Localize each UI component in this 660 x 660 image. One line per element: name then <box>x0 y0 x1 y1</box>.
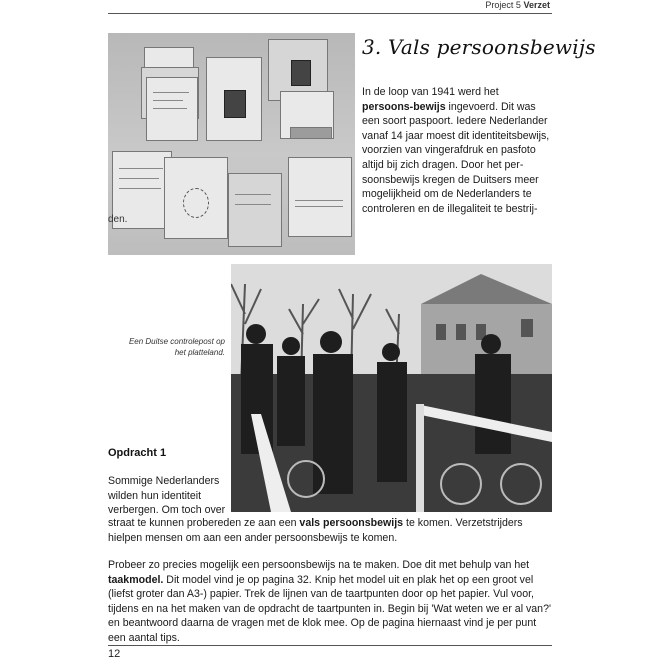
text-line <box>119 178 159 179</box>
assignment-text-part: straat te kunnen probereden ze aan een <box>108 517 300 529</box>
card-shape <box>288 157 352 237</box>
portrait-photo <box>291 60 311 86</box>
person-head <box>246 324 266 344</box>
assignment-text-part: te komen. Verzetstrijders hielpen mensen om aan een ander persoonsbewijs te komen. <box>108 517 523 544</box>
assignment-bold-term: vals persoonsbewijs <box>299 517 404 529</box>
fence-post <box>416 404 424 512</box>
instructions-paragraph <box>108 558 556 646</box>
section-title: 3. Vals persoonsbewijs <box>362 35 596 59</box>
window <box>436 324 446 340</box>
photo-text-fragment: den. <box>108 214 128 225</box>
header-title: Verzet <box>523 0 550 10</box>
assignment-paragraph <box>108 516 556 545</box>
card-shape <box>290 127 332 139</box>
person-body <box>313 354 353 494</box>
header-project: Project 5 <box>485 0 521 10</box>
person-body <box>377 362 407 482</box>
intro-text-part: ingevoerd. Dit was een soort paspoort. Iedere Nederlander vanaf 14 jaar moest dit identiteitsbewijs, voorzien van vingerafdruk en pasfoto altijd bij zich dragen. Door het per-soonsbewijs kregen de Duitsers meer mogelijkheid om de Nederlanders te controleren en de illegaliteit te bestrij- <box>362 100 550 215</box>
text-line <box>153 92 189 93</box>
assignment-line: Sommige Nederlanders <box>108 475 220 487</box>
card-shape <box>206 57 262 141</box>
text-line <box>295 206 343 207</box>
card-shape <box>146 77 198 141</box>
text-line <box>295 200 343 201</box>
intro-paragraph <box>362 85 552 216</box>
assignment-title: Opdracht 1 <box>108 447 167 459</box>
portrait-photo <box>224 90 246 118</box>
person-head <box>481 334 501 354</box>
window <box>521 319 533 337</box>
identity-cards-photo <box>108 33 355 255</box>
assignment-line: verbergen. Om toch over <box>108 504 226 517</box>
text-line <box>119 168 163 169</box>
person-body <box>475 354 511 454</box>
card-shape <box>228 173 282 247</box>
intro-text-part: In de loop van 1941 werd het <box>362 86 499 98</box>
person-body <box>277 356 305 446</box>
assignment-intro <box>108 474 225 518</box>
instructions-text-part: Probeer zo precies mogelijk een persoonsbewijs na te maken. Doe dit met behulp van het <box>108 559 530 571</box>
assignment-line: wilden hun identiteit <box>108 489 202 502</box>
card-shape <box>164 157 228 239</box>
intro-bold-term: persoons-bewijs <box>362 100 446 113</box>
instructions-text-part: Dit model vind je op pagina 32. Knip het model uit en plak het op een groot vel (liefst groter dan A3-) papier. Trek de lijnen van de taartpunten door op het papier. Vul voor, tijdens en na het maken van de opdracht de taartpunten in. Begin bij 'Wat weten we er al van?' en beantwoord daarna de vragen met de klok mee. Op de pagina hiernaast vind je per punt een aantal tips. <box>108 573 551 644</box>
running-header <box>485 0 550 10</box>
text-line <box>235 204 271 205</box>
text-line <box>153 100 183 101</box>
footer-divider <box>108 645 552 646</box>
header-divider <box>108 13 552 14</box>
photo-caption: Een Duitse controlepost op het platteland. <box>128 337 225 357</box>
text-line <box>153 108 187 109</box>
text-line <box>235 194 271 195</box>
checkpoint-scene <box>231 264 552 512</box>
window <box>456 324 466 340</box>
fingerprint-mark <box>183 188 209 218</box>
checkpoint-photo <box>231 264 552 512</box>
page-number: 12 <box>108 648 121 660</box>
person-head <box>382 343 400 361</box>
person-head <box>320 331 342 353</box>
instructions-bold-term: taakmodel. <box>108 573 164 586</box>
person-head <box>282 337 300 355</box>
text-line <box>119 188 161 189</box>
